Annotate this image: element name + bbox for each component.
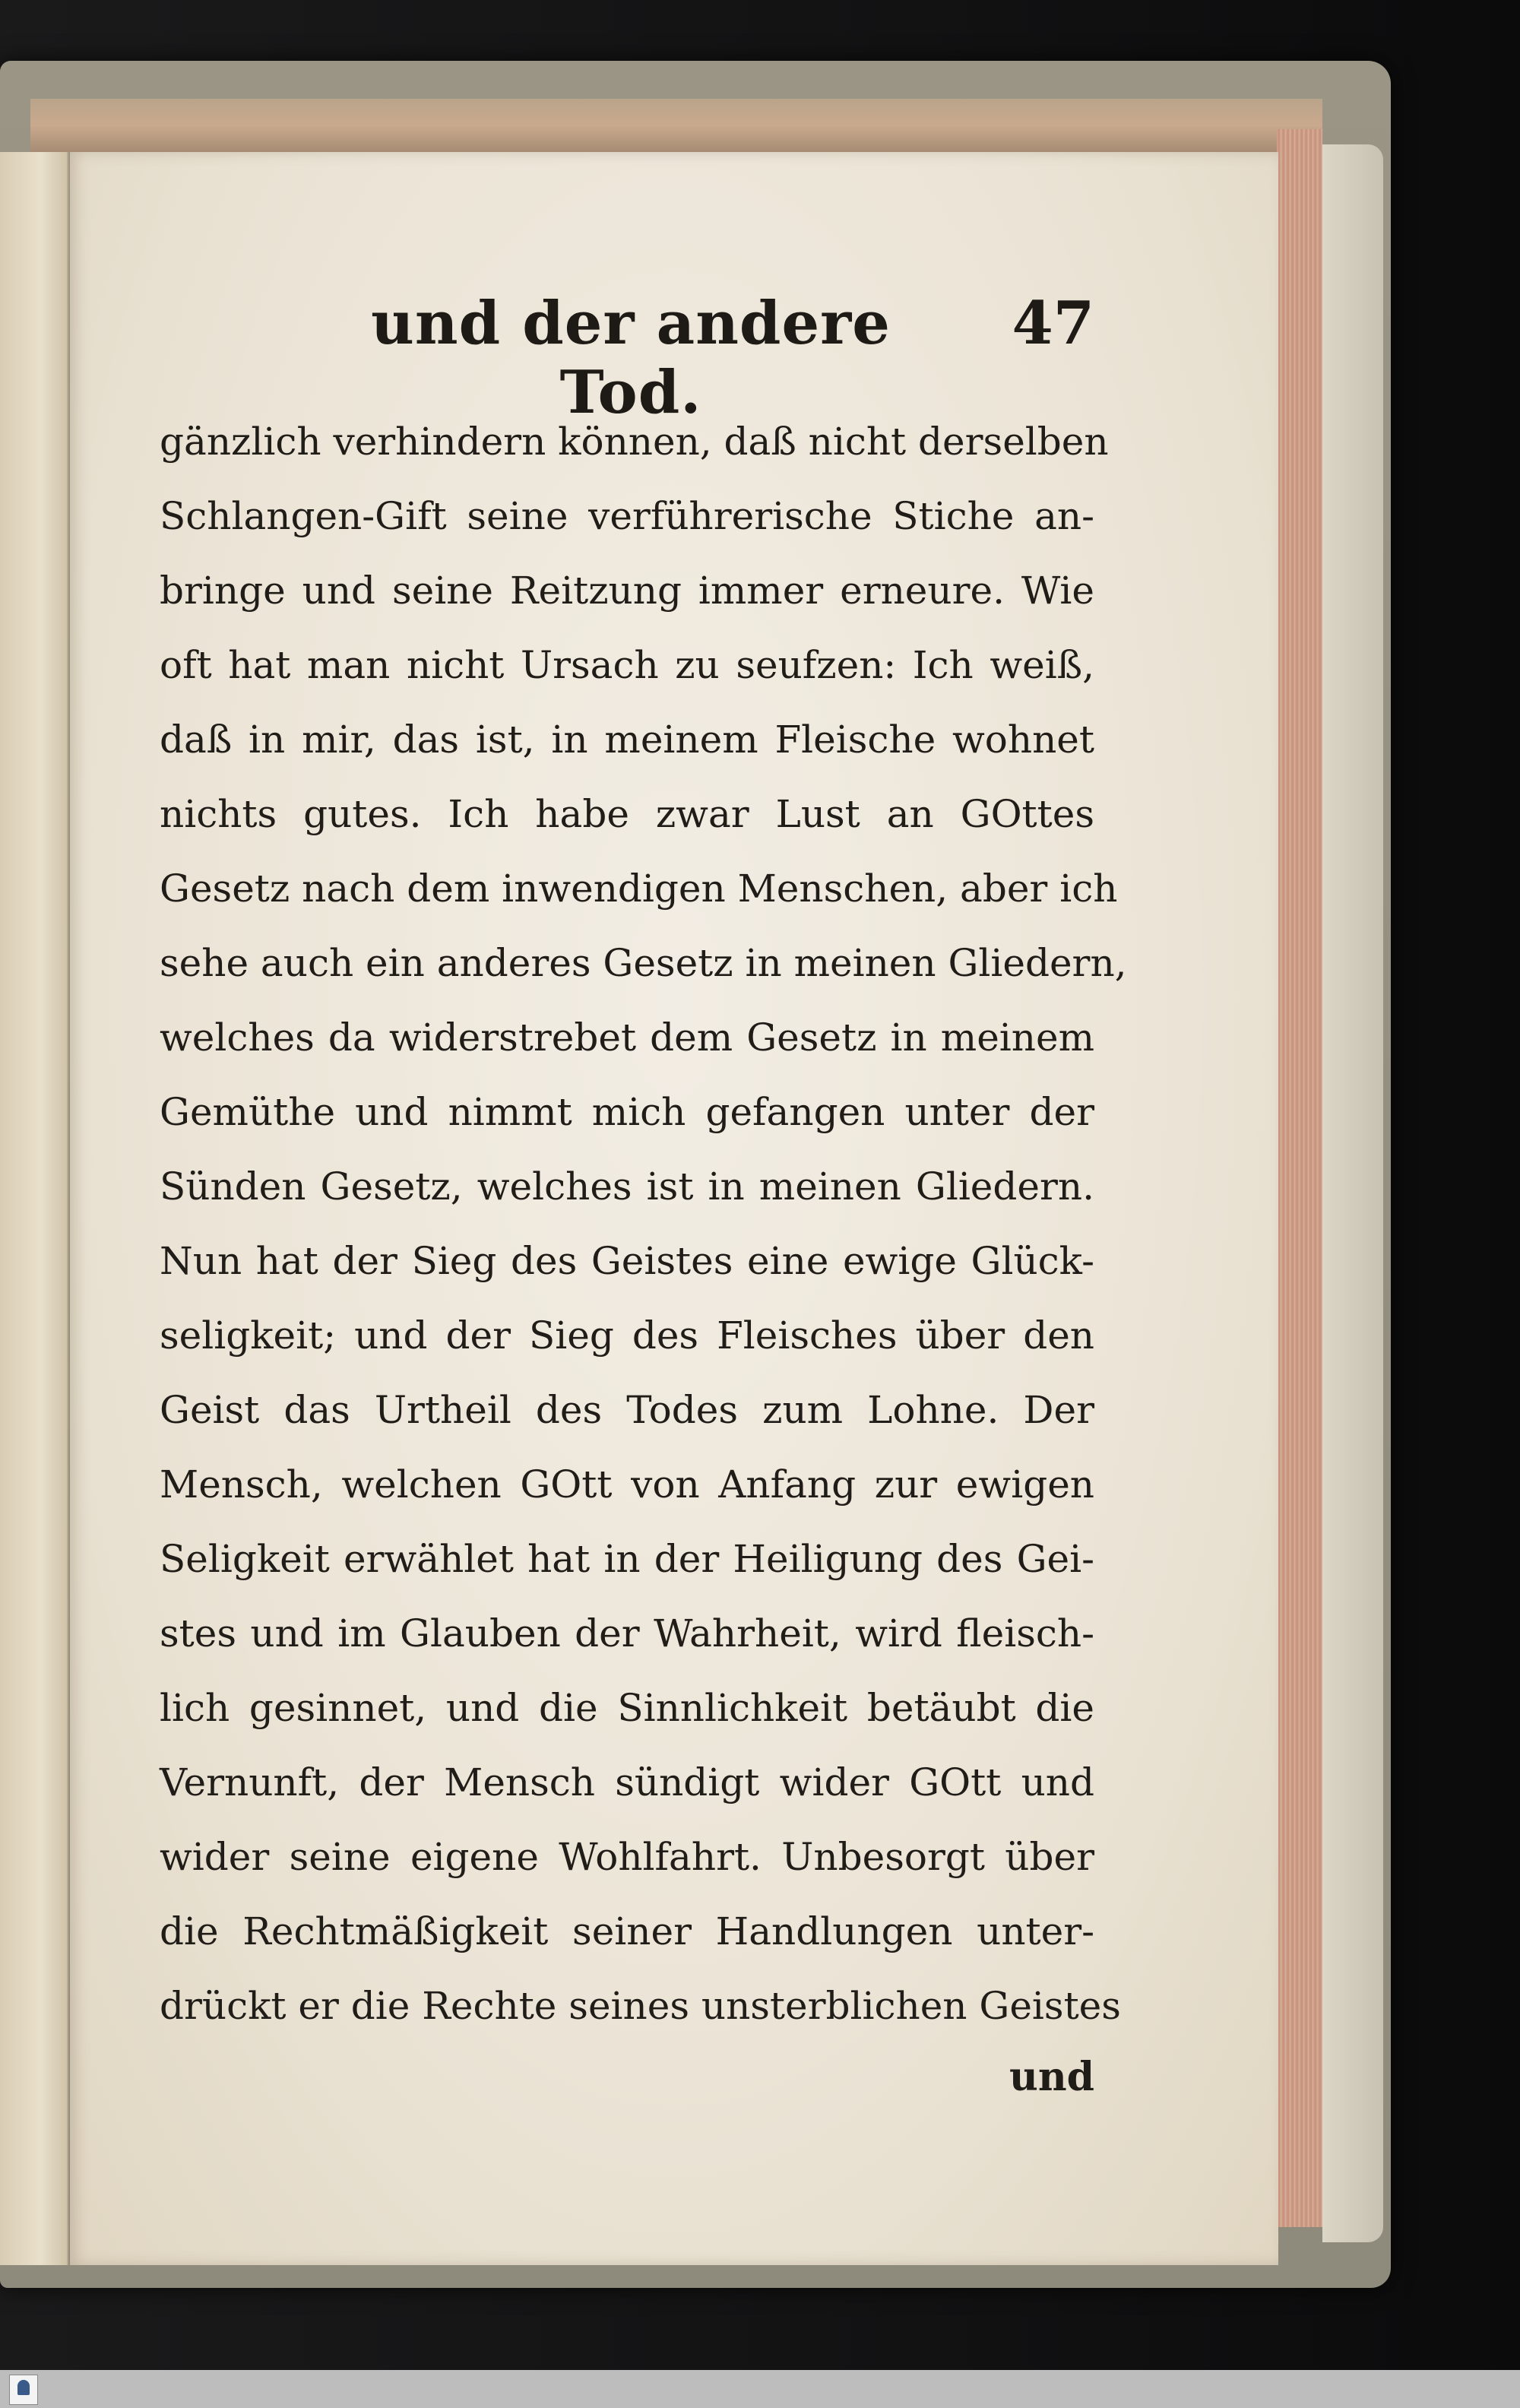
text-line: seligkeit; und der Sieg des Fleisches über den: [160, 1313, 1094, 1358]
text-line: welches da widerstrebet dem Gesetz in meinem: [160, 1015, 1094, 1060]
facing-page-edge: [0, 152, 68, 2265]
text-line: Geist das Urtheil des Todes zum Lohne. Der: [160, 1388, 1094, 1432]
text-line: die Rechtmäßigkeit seiner Handlungen unter-: [160, 1909, 1094, 1953]
text-line: nichts gutes. Ich habe zwar Lust an GOttes: [160, 792, 1094, 836]
text-line: lich gesinnet, und die Sinnlichkeit betäubt die: [160, 1686, 1094, 1730]
text-line: Schlangen-Gift seine verführerische Stiche an-: [160, 494, 1094, 538]
text-line: drückt er die Rechte seines unsterblichen Geistes: [160, 1984, 1121, 2028]
running-head: und der andere Tod.: [371, 289, 891, 427]
library-logo-mark-icon: [17, 2380, 30, 2395]
text-line: Nun hat der Sieg des Geistes eine ewige Glück-: [160, 1239, 1094, 1283]
text-line: Seligkeit erwählet hat in der Heiligung des Gei-: [160, 1537, 1094, 1581]
text-line: daß in mir, das ist, in meinem Fleische wohnet: [160, 718, 1094, 762]
body-text: [160, 404, 1127, 2043]
text-line: Mensch, welchen GOtt von Anfang zur ewigen: [160, 1462, 1094, 1507]
text-line: Gesetz nach dem inwendigen Menschen, aber ich: [160, 867, 1118, 911]
page-number: 47: [1012, 289, 1094, 358]
text-line: Vernunft, der Mensch sündigt wider GOtt und: [160, 1760, 1094, 1804]
book-cover-right-edge: [1322, 144, 1383, 2242]
text-line: sehe auch ein anderes Gesetz in meinen Gliedern,: [160, 941, 1127, 985]
viewer-bottom-bar: [0, 2370, 1520, 2408]
text-line: stes und im Glauben der Wahrheit, wird fleisch-: [160, 1611, 1094, 1656]
text-line: Sünden Gesetz, welches ist in meinen Gliedern.: [160, 1164, 1094, 1209]
library-logo-icon[interactable]: [9, 2375, 38, 2405]
catchword: und: [1009, 2054, 1094, 2100]
text-line: gänzlich verhindern können, daß nicht derselben: [160, 420, 1109, 464]
text-line: oft hat man nicht Ursach zu seufzen: Ich weiß,: [160, 643, 1094, 687]
text-line: wider seine eigene Wohlfahrt. Unbesorgt über: [160, 1835, 1094, 1879]
page-block-right-edge: [1277, 129, 1322, 2227]
page-block-top-edge: [30, 99, 1322, 152]
text-line: bringe und seine Reitzung immer erneure. Wie: [160, 569, 1094, 613]
text-line: Gemüthe und nimmt mich gefangen unter der: [160, 1090, 1094, 1134]
